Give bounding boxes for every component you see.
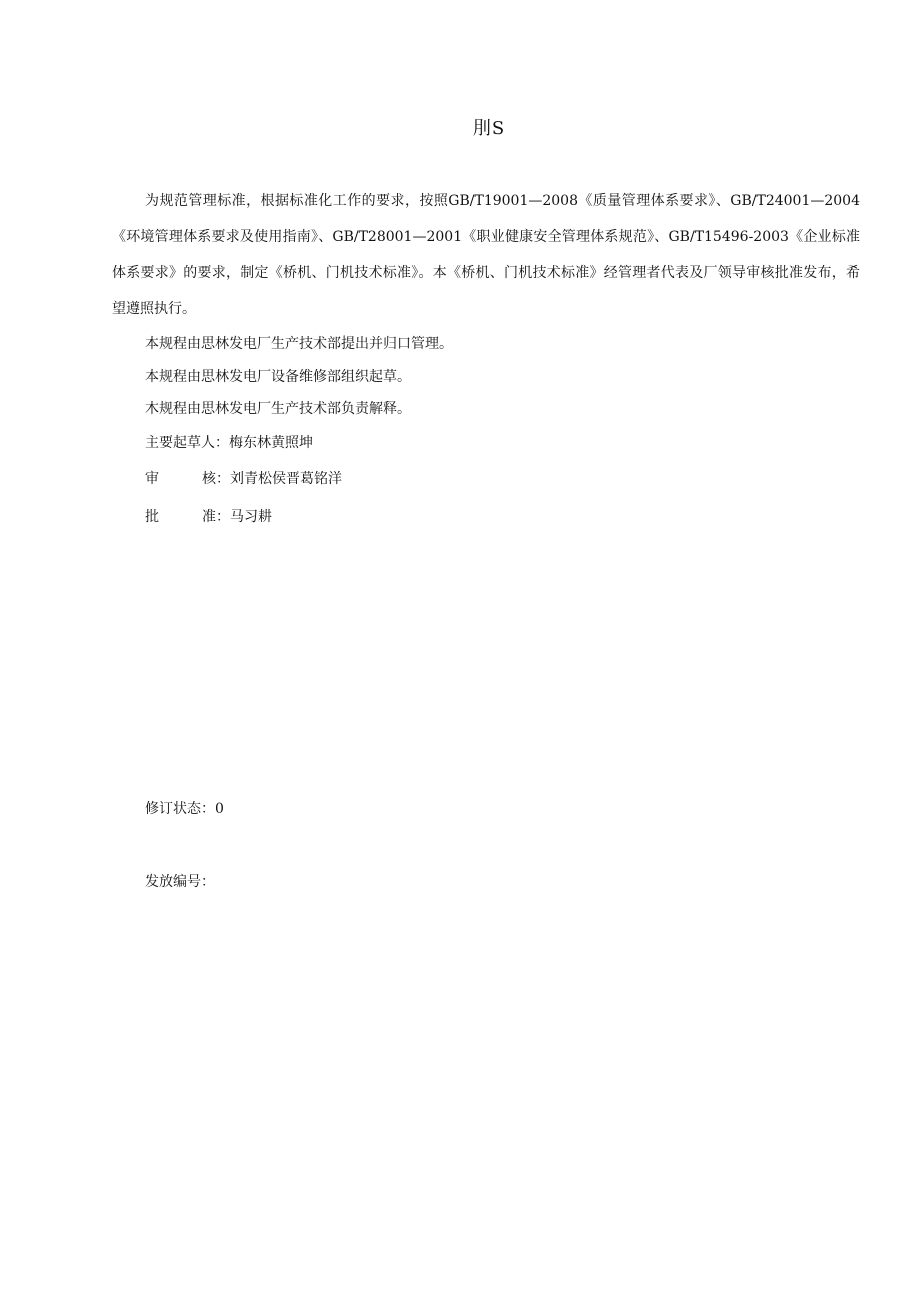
responsibility-line-3: 木规程由思林发电厂生产技术部负责解释。 xyxy=(145,401,411,417)
review-label: 审 xyxy=(145,471,159,487)
revision-status: 修订状态：0 xyxy=(145,801,224,817)
document-title: 刖S xyxy=(472,118,506,139)
main-drafters-line: 主要起草人：梅东林黄照坤 xyxy=(145,435,313,451)
approve-value: 准：马习耕 xyxy=(202,509,272,525)
intro-paragraph: 为规范管理标准，根据标准化工作的要求，按照GB/T19001—2008《质量管理体系要求》、GB/T24001—2004《环境管理体系要求及使用指南》、GB/T28001—2001《职业健康安全管理体系规范》、GB/T15496-2003《企业标准体系要求》的要求，制定《桥机、门机技术标准》。本《桥机、门机技术标准》经管理者代表及厂领导审核批准发布，希望遵照执行。 xyxy=(112,193,860,317)
issue-number: 发放编号： xyxy=(145,874,215,890)
review-value: 核：刘青松侯晋葛铭洋 xyxy=(202,471,342,487)
approve-line xyxy=(145,506,272,526)
responsibility-line-2: 本规程由思林发电厂设备维修部组织起草。 xyxy=(145,369,411,385)
review-line xyxy=(145,468,342,488)
responsibility-line-1: 本规程由思林发电厂生产技术部提出并归口管理。 xyxy=(145,336,453,352)
approve-label: 批 xyxy=(145,509,159,525)
